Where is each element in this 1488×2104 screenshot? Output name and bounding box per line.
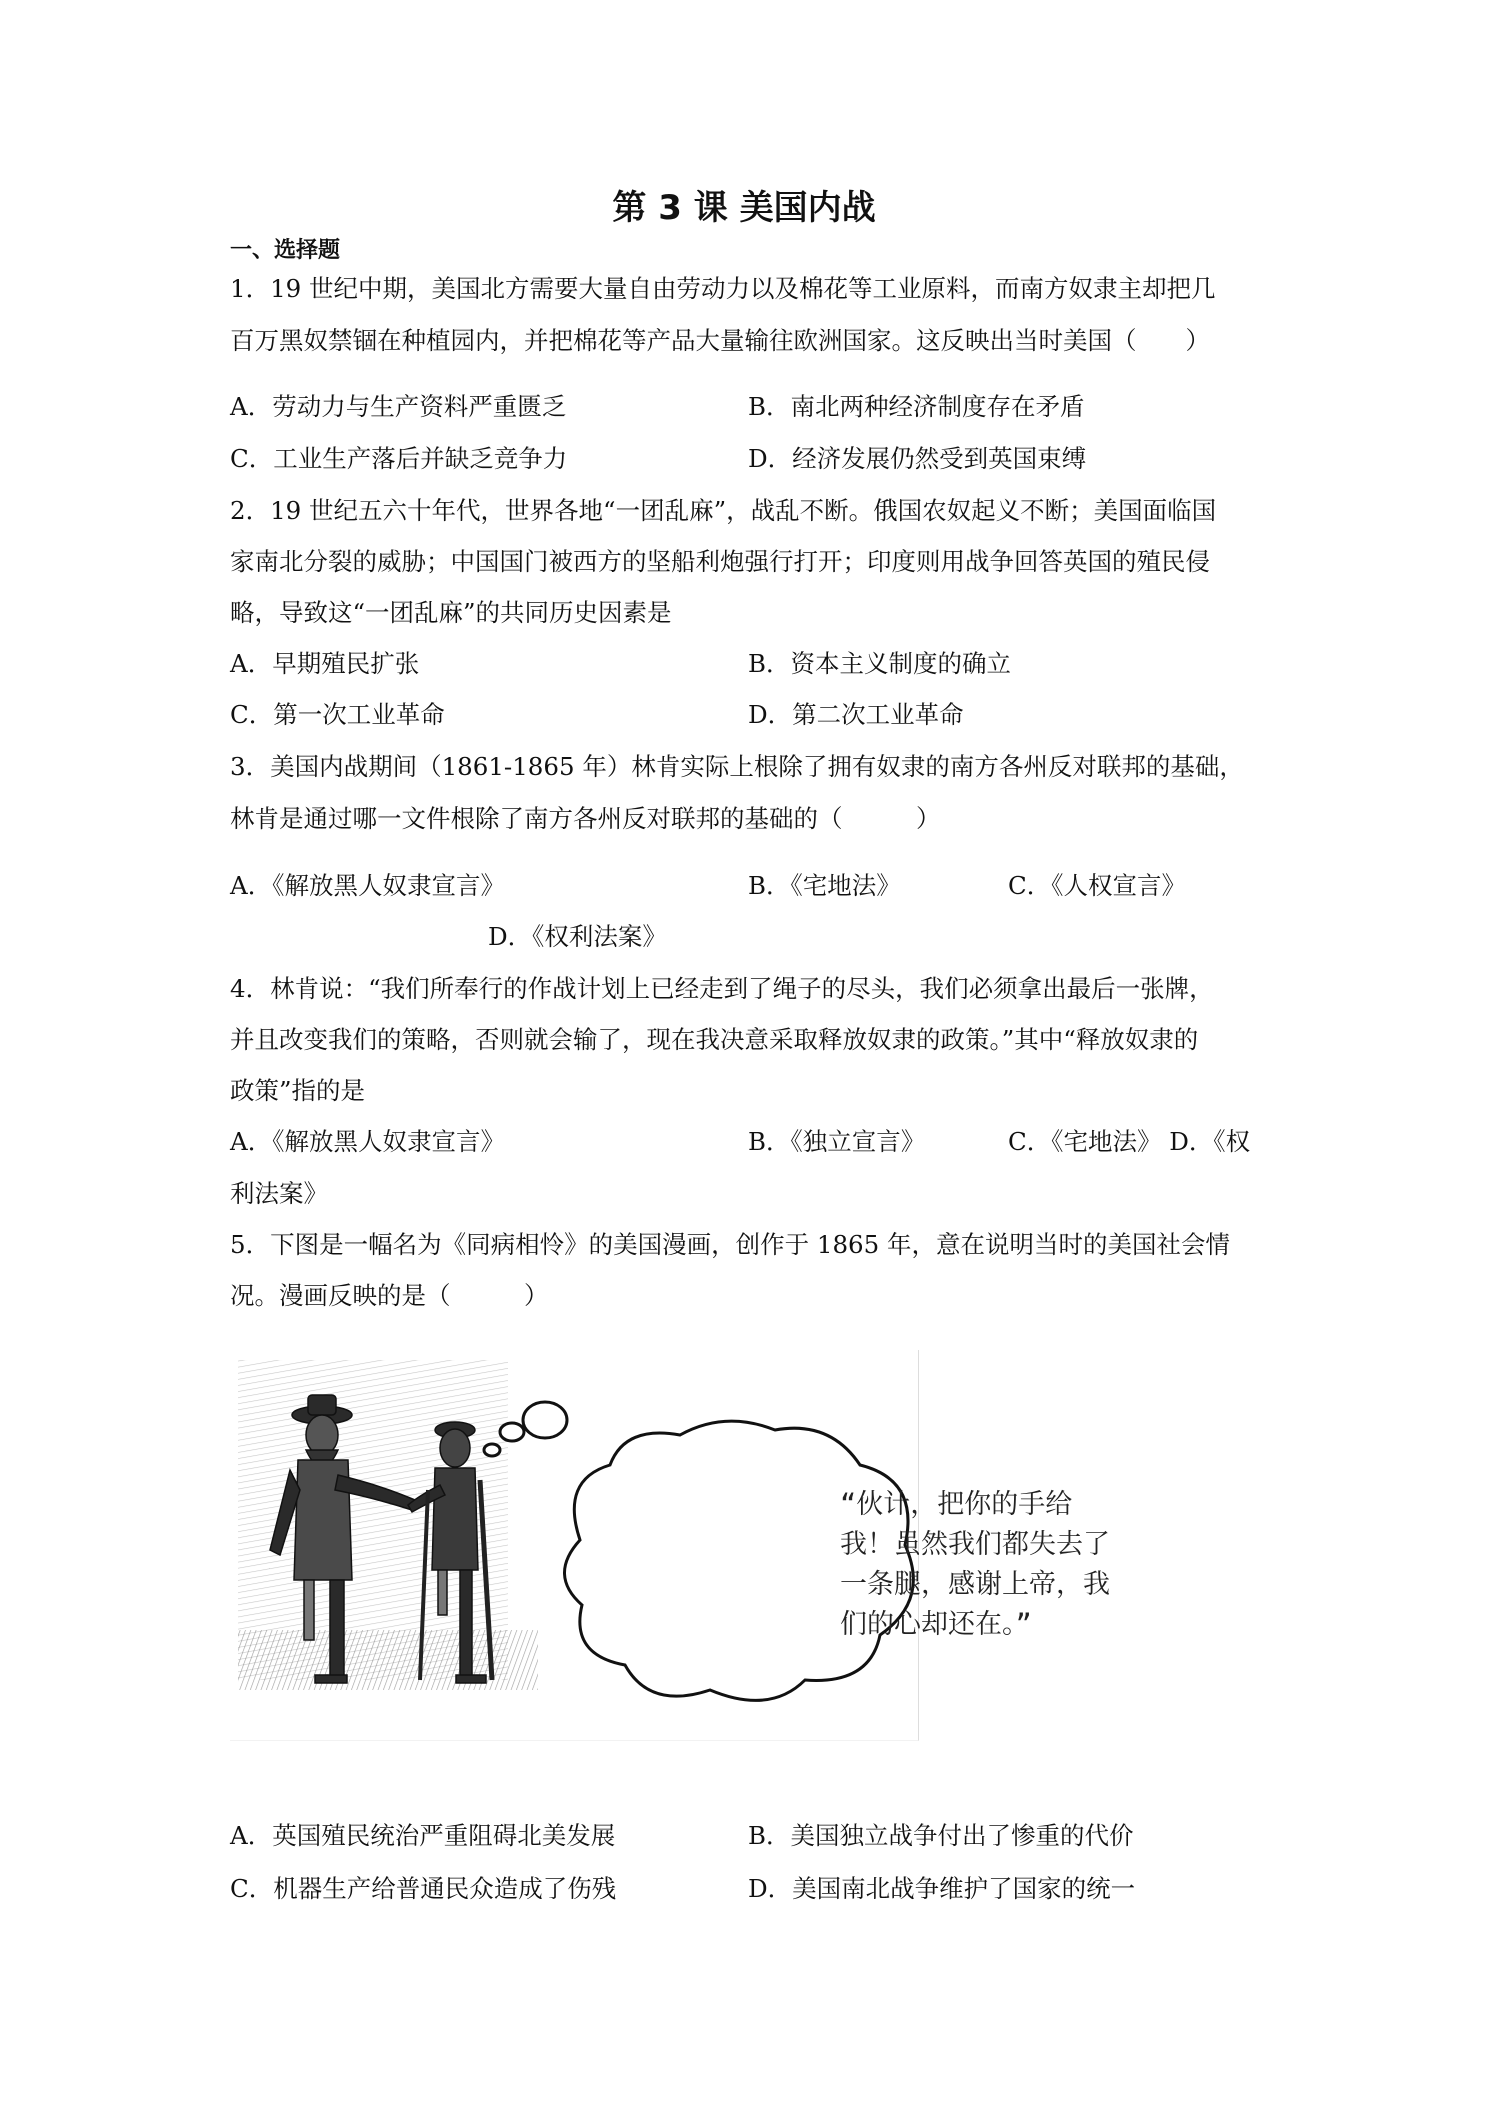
cartoon-image	[230, 1350, 1110, 1741]
q4-option-d-continued: 利法案》	[230, 1179, 328, 1208]
q3-option-d: D．《权利法案》	[488, 922, 667, 951]
q1-option-b: B．南北两种经济制度存在矛盾	[748, 392, 1085, 421]
q4-stem-line2: 并且改变我们的策略，否则就会输了，现在我决意采取释放奴隶的政策。”其中“释放奴隶的	[230, 1025, 1199, 1054]
q2-option-d: D．第二次工业革命	[748, 700, 964, 729]
q1-option-c: C．工业生产落后并缺乏竞争力	[230, 444, 568, 473]
page-title: 第 3 课 美国内战	[612, 188, 876, 228]
q2-stem-line3: 略，导致这“一团乱麻”的共同历史因素是	[230, 598, 672, 627]
q1-option-d: D．经济发展仍然受到英国束缚	[748, 444, 1087, 473]
q2-stem-line1: 2．19 世纪五六十年代，世界各地“一团乱麻”，战乱不断。俄国农奴起义不断；美国面临国	[230, 496, 1217, 525]
q5-option-c: C．机器生产给普通民众造成了伤残	[230, 1874, 617, 1903]
q5-stem-line2: 况。漫画反映的是（ ）	[230, 1281, 549, 1310]
q4-stem-line3: 政策”指的是	[230, 1076, 366, 1105]
q1-stem-line2: 百万黑奴禁锢在种植园内，并把棉花等产品大量输往欧洲国家。这反映出当时美国（ ）	[230, 326, 1210, 355]
q4-option-a: A．《解放黑人奴隶宣言》	[230, 1127, 505, 1156]
q2-option-c: C．第一次工业革命	[230, 700, 445, 729]
q4-stem-line1: 4．林肯说：“我们所奉行的作战计划上已经走到了绳子的尽头，我们必须拿出最后一张牌，	[230, 974, 1214, 1003]
q4-option-cd: C．《宅地法》 D．《权	[1008, 1127, 1251, 1156]
q3-stem-line2: 林肯是通过哪一文件根除了南方各州反对联邦的基础的（ ）	[230, 804, 941, 833]
section-heading: 一、选择题	[230, 238, 341, 263]
q1-option-a: A．劳动力与生产资料严重匮乏	[230, 392, 567, 421]
q2-option-a: A．早期殖民扩张	[230, 649, 420, 678]
q3-option-b: B．《宅地法》	[748, 871, 901, 900]
q4-option-b: B．《独立宣言》	[748, 1127, 926, 1156]
q5-stem-line1: 5．下图是一幅名为《同病相怜》的美国漫画，创作于 1865 年，意在说明当时的美国社会情	[230, 1230, 1231, 1259]
cartoon-speech-bubble-text: “伙计，把你的手给我！虽然我们都失去了一条腿，感谢上帝，我们的心却还在。”	[840, 1489, 1110, 1640]
q2-option-b: B．资本主义制度的确立	[748, 649, 1012, 678]
q1-stem-line1: 1．19 世纪中期，美国北方需要大量自由劳动力以及棉花等工业原料，而南方奴隶主却把几	[230, 274, 1216, 303]
q5-option-b: B．美国独立战争付出了惨重的代价	[748, 1821, 1134, 1850]
q3-option-c: C．《人权宣言》	[1008, 871, 1186, 900]
q3-stem-line1: 3．美国内战期间（1861-1865 年）林肯实际上根除了拥有奴隶的南方各州反对联邦的基础，	[230, 752, 1244, 781]
q5-option-a: A．英国殖民统治严重阻碍北美发展	[230, 1821, 616, 1850]
cartoon-illustration	[230, 1350, 918, 1740]
q3-option-a: A．《解放黑人奴隶宣言》	[230, 871, 505, 900]
q2-stem-line2: 家南北分裂的威胁；中国国门被西方的坚船利炮强行打开；印度则用战争回答英国的殖民侵	[230, 547, 1210, 576]
q5-option-d: D．美国南北战争维护了国家的统一	[748, 1874, 1136, 1903]
